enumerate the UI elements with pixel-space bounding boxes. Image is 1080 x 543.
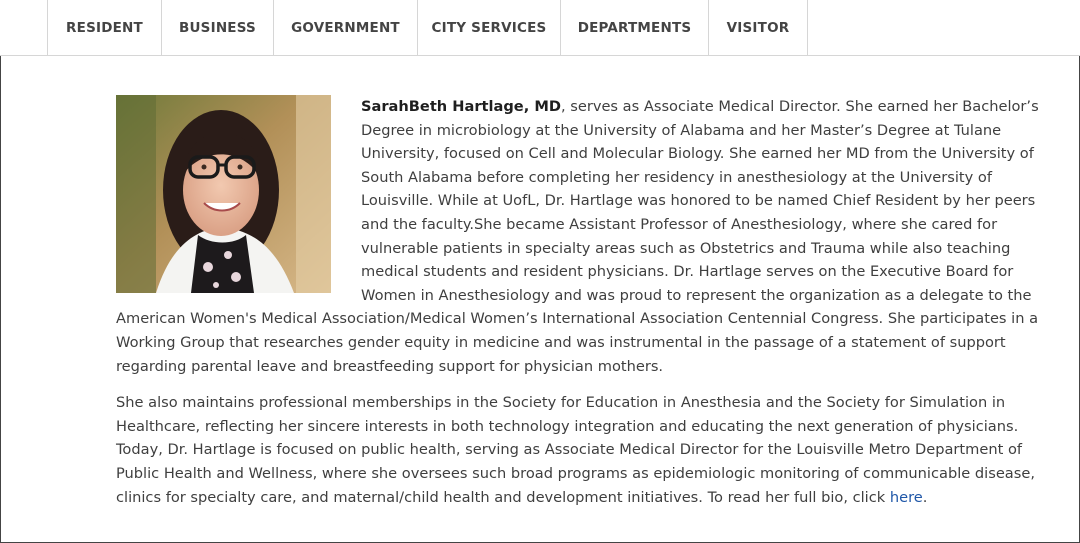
bio-paragraph-2	[116, 391, 1066, 509]
full-bio-link[interactable]: here	[889, 488, 923, 506]
nav-item-government[interactable]: GOVERNMENT	[273, 0, 417, 55]
portrait-photo	[116, 95, 331, 293]
bio-name: SarahBeth Hartlage, MD	[361, 98, 561, 115]
nav-item-visitor[interactable]: VISITOR	[708, 0, 808, 55]
nav-item-resident[interactable]: RESIDENT	[47, 0, 161, 55]
top-navigation	[0, 0, 1080, 56]
nav-item-departments[interactable]: DEPARTMENTS	[560, 0, 708, 55]
bio-paragraph-1-text: , serves as Associate Medical Director. She earned her Bachelor’s Degree in microbiology at the University of Alabama and her Master’s Degree at Tulane University, focused on Cell and Molecular Biology. She earned her MD from the University of South Alabama before completing her residency in anesthesiology at the University of Louisville. While at UofL, Dr. Hartlage was honored to be named Chief Resident by her peers and the faculty.She became Assistant Professor of Anesthesiology, where she cared for vulnerable patients in specialty areas such as Obstetrics and Trauma while also teaching medical students and resident physicians. Dr. Hartlage serves on the Executive Board for Women in Anesthesiology and was proud to represent the organization as a delegate to the American Women's Medical Association/Medical Women’s International Association Centennial Congress. She participates in a Working Group that researches gender equity in medicine and was instrumental in the passage of a statement of support regarding parental leave and breastfeeding support for physician mothers.	[116, 98, 1039, 375]
bio-paragraph-2-text: She also maintains professional memberships in the Society for Education in Anesthesia and the Society for Simulation in Healthcare, reflecting her sincere interests in both technology integration and educating the next generation of physicians. Today, Dr. Hartlage is focused on public health, serving as Associate Medical Director for the Louisville Metro Department of Public Health and Wellness, where she oversees such broad programs as epidemiologic monitoring of communicable disease, clinics for specialty care, and maternal/child health and development initiatives. To read her full bio, click	[116, 394, 1035, 506]
nav-item-city-services[interactable]: CITY SERVICES	[417, 0, 560, 55]
bio-paragraph-2-suffix: .	[922, 488, 928, 506]
nav-items	[47, 0, 808, 55]
bio-content	[116, 95, 1066, 509]
nav-item-business[interactable]: BUSINESS	[161, 0, 273, 55]
